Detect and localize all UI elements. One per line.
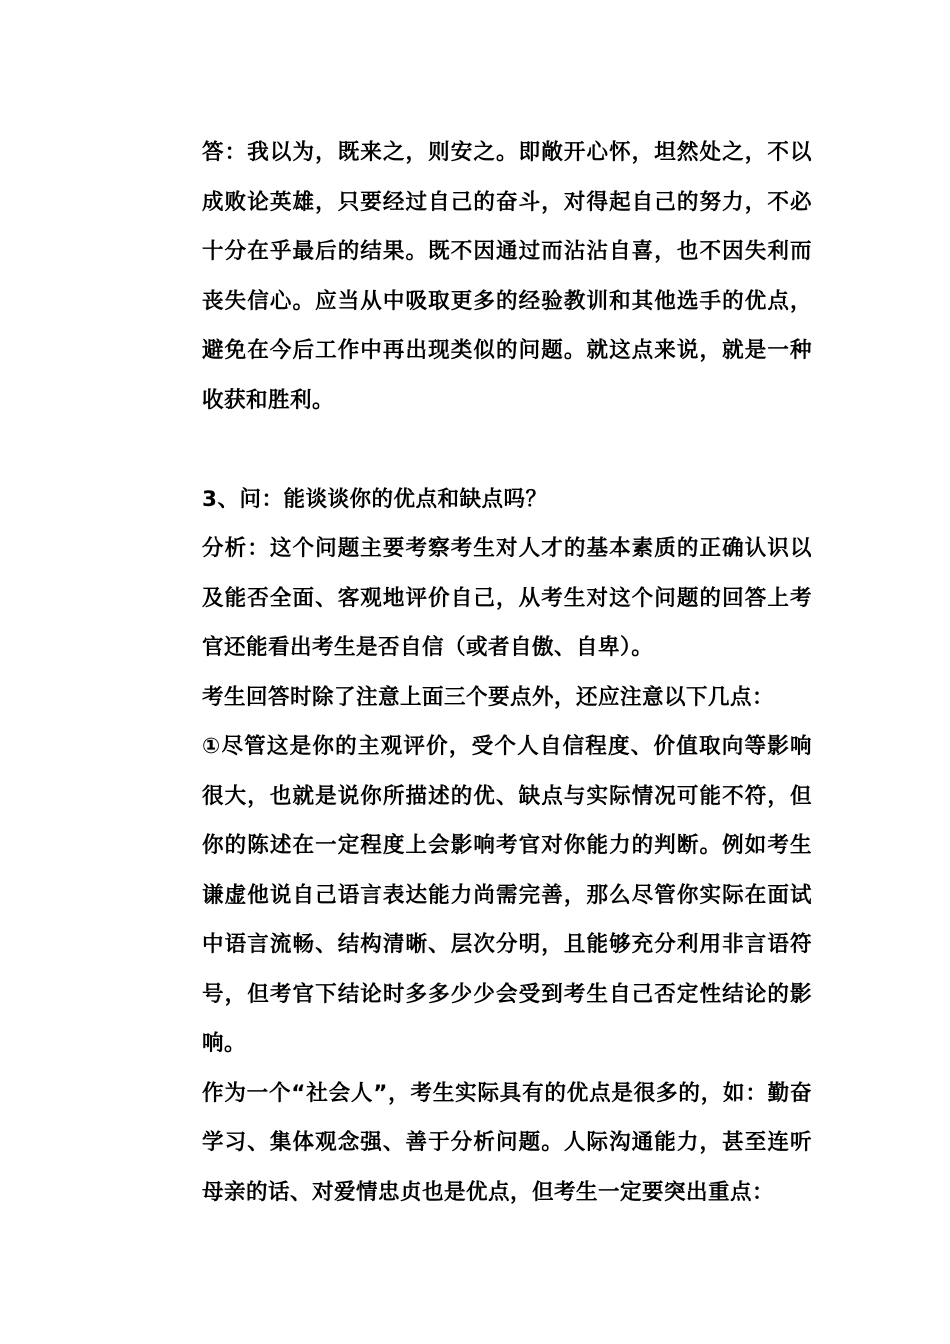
answer-paragraph: 答：我以为，既来之，则安之。即敞开心怀，坦然处之，不以成败论英雄，只要经过自己的奋斗，对得起自己的努力，不必十分在乎最后的结果。既不因通过而沾沾自喜，也不因失利而丧失信心。应当从中吸取更多的经验教训和其他选手的优点，避免在今后工作中再出现类似的问题。就这点来说，就是一种收获和胜利。: [202, 140, 812, 413]
point-one-paragraph: ①尽管这是你的主观评价，受个人自信程度、价值取向等影响很大，也就是说你所描述的优、缺点与实际情况可能不符，但你的陈述在一定程度上会影响考官对你能力的判断。例如考生谦虚他说自己语言表达能力尚需完善，那么尽管你实际在面试中语言流畅、结构清晰、层次分明，且能够充分利用非言语符号，但考官下结论时多多少少会受到考生自己否定性结论的影响。: [202, 734, 812, 1056]
document-body: [202, 128, 812, 1217]
analysis-paragraph: 分析：这个问题主要考察考生对人才的基本素质的正确认识以及能否全面、客观地评价自己，从考生对这个问题的回答上考官还能看出考生是否自信（或者自傲、自卑）。: [202, 536, 812, 660]
notes-intro-paragraph: 考生回答时除了注意上面三个要点外，还应注意以下几点：: [202, 684, 775, 710]
question-heading: 3、问：能谈谈你的优点和缺点吗？: [202, 486, 548, 512]
social-person-paragraph: 作为一个“社会人”，考生实际具有的优点是很多的，如：勤奋学习、集体观念强、善于分析问题。人际沟通能力，甚至连听母亲的话、对爱情忠贞也是优点，但考生一定要突出重点：: [202, 1080, 812, 1205]
paragraph-spacer: [202, 425, 812, 475]
